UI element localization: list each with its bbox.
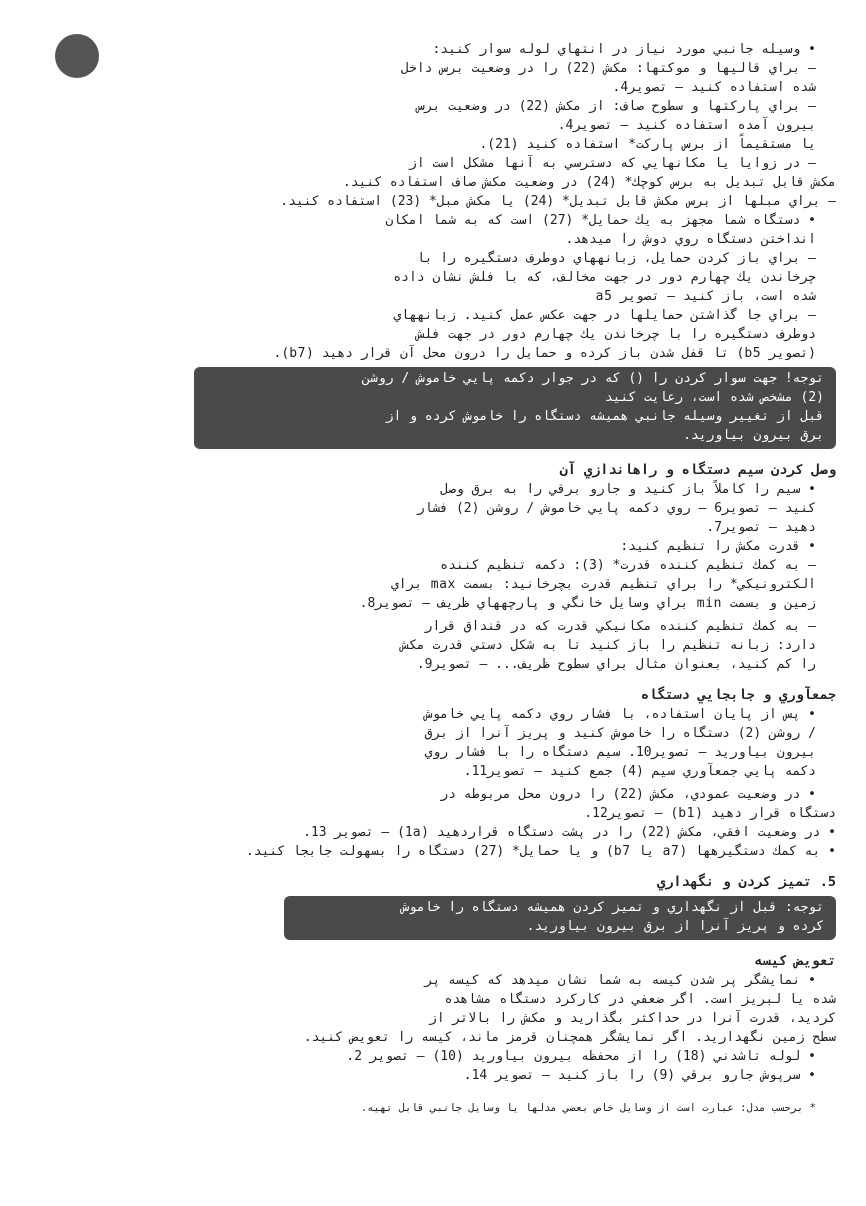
text-line: شده استفاده كنيد – تصوير4. [612,80,816,95]
text-line: شده يا لبريز است. اگر ضعفي در كاركرد دستگاه مشاهده [444,992,836,1007]
text-line: كنيد – تصوير6 – روي دكمه پايي خاموش / روشن (2) فشار [416,501,816,516]
section-heading-bag: تعويض كيسه [754,953,836,969]
text-line: • لوله تاشدني (18) را از محفظه بيرون بياوريد (10) – تصوير 2. [346,1049,816,1064]
text-line: – براي باز كردن حمايل، زبانههاي دوطرف دستگيره را با [416,251,816,266]
text-line: الكترونيكي* را براي تنظيم قدرت بچرخانيد: بسمت max براي [390,577,816,592]
text-line: • در وضعيت عمودي، مكش (22) را درون محل مربوطه در [440,787,816,802]
text-line: • سيم را كاملاً باز كنيد و جارو برقي را به برق وصل [440,482,816,497]
text-line: – براي قاليها و موكتها: مكش (22) را در وضعيت برس داخل [401,61,816,76]
page-marker-circle [55,34,99,78]
text-line: شده است، باز كنيد – تصوير a5 [595,289,816,304]
text-line: – به كمك تنظيم كننده مكانيكي قدرت كه در قنداق قرار [424,619,816,634]
text-line: دستگاه قرار دهيد (b1) – تصوير12. [584,806,836,821]
text-line: انداختن دستگاه روي دوش را ميدهد. [565,232,816,247]
warning-note [194,367,836,449]
text-line: (تصوير b5) تا قفل شدن باز كرده و حمايل را درون محل آن قرار دهيد (b7). [273,346,816,361]
note-line: كرده و پريز آنرا از برق بيرون بياوريد. [526,919,824,934]
text-line: را كم كنيد، بعنوان مثال براي سطوح ظريف... – تصوير9. [416,657,816,672]
bag-block [110,971,836,1085]
section-heading-care: 5. تميز كردن و نگهداري [657,874,836,890]
text-line: – براي جا گذاشتن حمايلها در جهت عكس عمل كنيد. زبانههاي [393,308,816,323]
text-line: • سرپوش جارو برقي (9) را باز كنيد – تصوير 14. [463,1068,816,1083]
text-line: / روشن (2) دستگاه را خاموش كنيد و پريز آنرا از برق [424,726,816,741]
note-line: توجه: قبل از نگهداري و تميز كردن هميشه دستگاه را خاموش [401,900,824,915]
note-line: قبل از تغيير وسيله جانبي هميشه دستگاه را خاموش كرده و از [385,409,824,424]
text-line: كرديد، قدرت آنرا در حداكثر بگذاريد و مكش را بالاتر از [429,1011,836,1026]
intro-block [110,40,836,363]
text-line: • در وضعيت افقي، مكش (22) را در پشت دستگاه قراردهيد (1a) – تصوير 13. [303,825,836,840]
text-line: • نمايشگر پر شدن كيسه به شما نشان ميدهد كه كيسه پر [424,973,816,988]
note-line: برق بيرون بياوريد. [683,428,824,443]
text-line: – در زوايا يا مكانهايي كه دسترسي به آنها مشكل است از [409,156,816,171]
text-line: دهيد – تصوير7. [706,520,816,535]
text-line: بيرون بياوريد – تصوير10. سيم دستگاه را با فشار روي [424,745,816,760]
text-line: سطح زمين نگهداريد. اگر نمايشگر همچنان قرمز ماند، كيسه را تعويض كنيد. [303,1030,836,1045]
text-line: مكش قابل تبديل به برس كوچك* (24) در وضعيت مكش صاف استفاده كنيد. [342,175,836,190]
text-line: دكمه پايي جمعآوري سيم (4) جمع كنيد – تصوير11. [463,764,816,779]
text-line: يا مستقيماً از برس پاركت* استفاده كنيد (21). [479,137,816,152]
footnote: * برحسب مدل: عبارت است از وسايل خاص بعضي مدلها يا وسايل جانبي قابل تهيه. [360,1102,816,1114]
text-line: – براي مبلها از برس مكش قابل تبديل* (24) يا مكش مبل* (23) استفاده كنيد. [280,194,836,209]
storage-block [110,705,836,861]
text-line: – به كمك تنظيم كننده قدرت* (3): دكمه تنظيم كننده [440,558,816,573]
text-line: زمين و بسمت min براي وسايل خانگي و پارچههاي ظريف – تصوير8. [359,596,816,611]
text-line: دوطرف دستگيره را با چرخاندن يك چهارم دور در جهت فلش [416,327,816,342]
text-line: • قدرت مكش را تنظيم كنيد: [620,539,816,554]
text-line: • به كمك دستگيرهها (a7 يا b7) و يا حمايل* (27) دستگاه را بسهولت جابجا كنيد. [245,844,836,859]
text-line: • دستگاه شما مجهز به يك حمايل* (27) است كه به شما امكان [385,213,816,228]
section-heading-storage: جمعآوري و جابجايي دستگاه [640,687,836,703]
care-note [284,896,836,940]
note-line: توجه! جهت سوار كردن را () كه در جوار دكمه پايي خاموش / روشن [362,371,824,386]
text-line: بيرون آمده استفاده كنيد – تصوير4. [557,118,816,133]
power-block [110,480,836,674]
note-line: (2) مشخص شده است، رعايت كنيد [604,390,824,405]
text-line: – براي پاركتها و سطوح صاف: از مكش (22) در وضعيت برس [416,99,816,114]
text-line: • وسيله جانبي مورد نياز در انتهاي لوله سوار كنيد: [432,42,816,57]
text-line: چرخاندن يك چهارم دور در جهت مخالف، كه با فلش نشان داده [393,270,816,285]
text-line: • پس از پايان استفاده، با فشار روي دكمه پايي خاموش [424,707,816,722]
section-heading-power: وصل كردن سيم دستگاه و راهاندازي آن [559,462,836,478]
text-line: دارد: زبانه تنظيم را باز كنيد تا به شكل دستي قدرت مكش [401,638,816,653]
document-body [110,40,836,1115]
